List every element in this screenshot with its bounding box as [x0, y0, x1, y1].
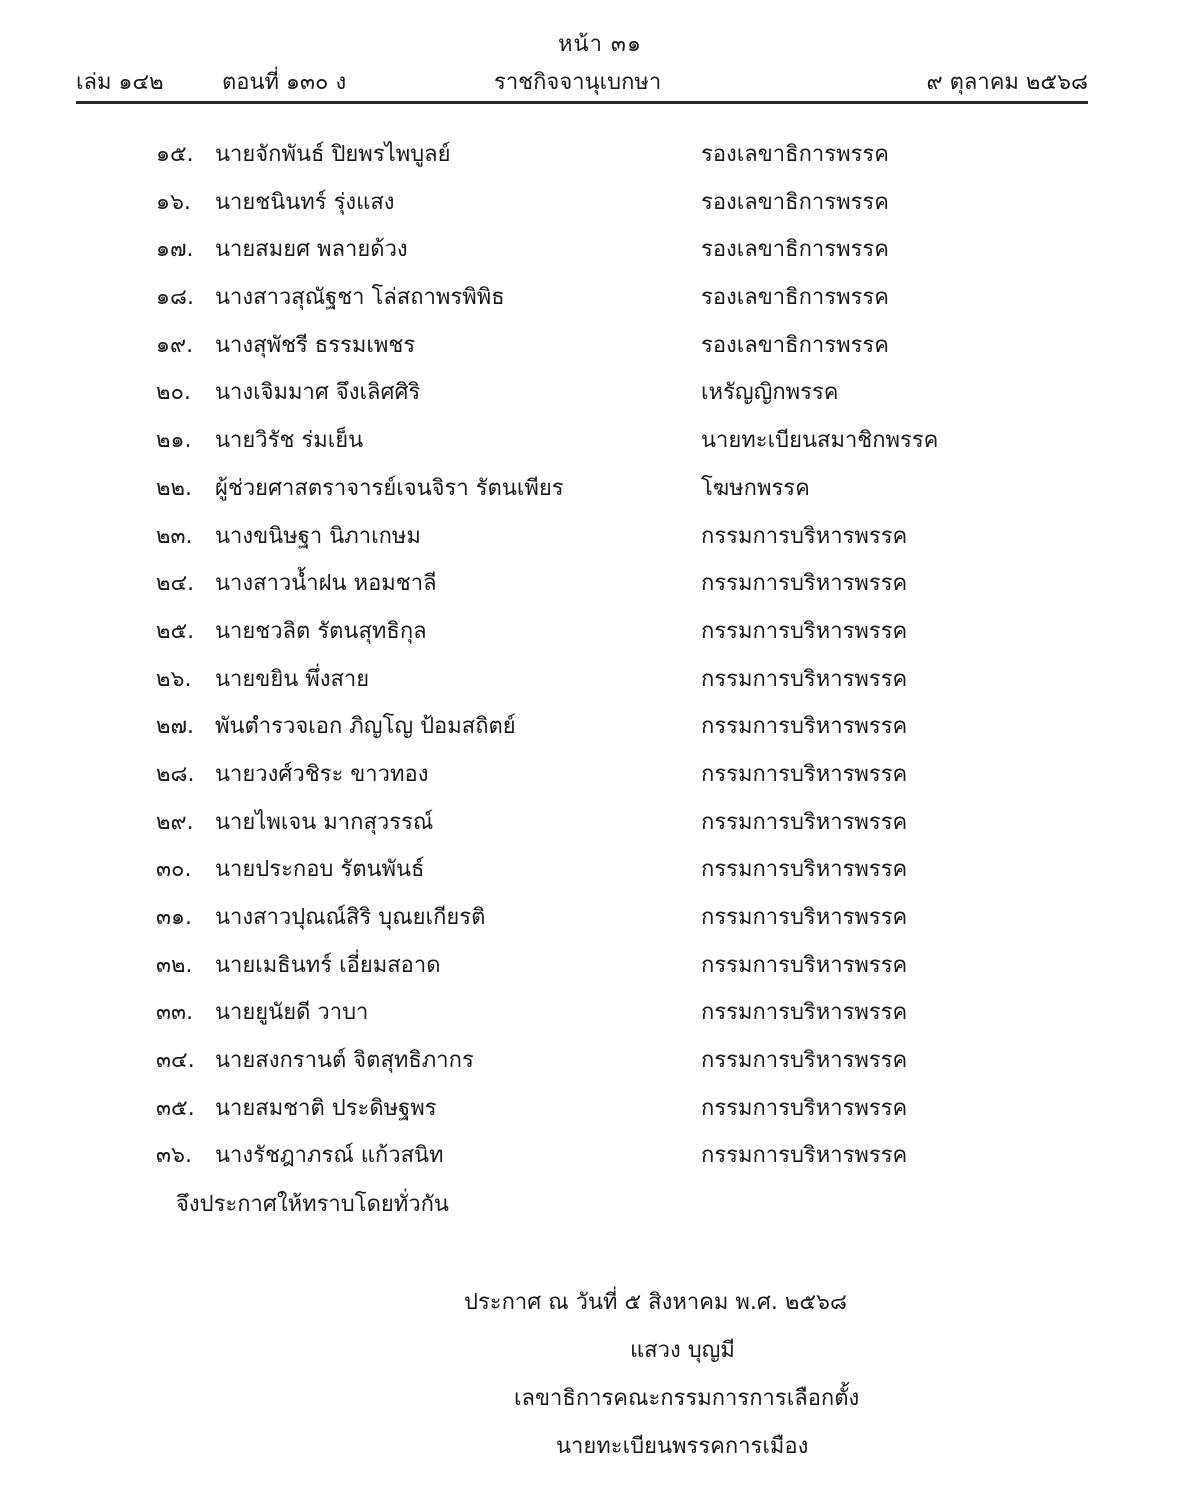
entry-role: โฆษกพรรค [701, 475, 810, 501]
entry-role: กรรมการบริหารพรรค [701, 1095, 908, 1121]
entry-number: ๒๘. [156, 761, 195, 787]
entry-role: รองเลขาธิการพรรค [701, 285, 889, 311]
closing-statement: จึงประกาศให้ทราบโดยทั่วกัน [176, 1192, 449, 1217]
entry-name: นางขนิษฐา นิภาเกษม [215, 523, 421, 549]
entry-role: เหรัญญิกพรรค [701, 380, 839, 406]
list-item [0, 514, 1200, 562]
signer-title: เลขาธิการคณะกรรมการการเลือกตั้ง [514, 1386, 860, 1411]
list-item [0, 1086, 1200, 1134]
list-item [0, 1038, 1200, 1086]
list-item [0, 657, 1200, 705]
entry-role: นายทะเบียนสมาชิกพรรค [701, 428, 939, 454]
list-item [0, 275, 1200, 323]
list-item [0, 943, 1200, 991]
entry-role: กรรมการบริหารพรรค [701, 761, 908, 787]
entry-name: พันตำรวจเอก ภิญโญ ป้อมสถิตย์ [215, 714, 516, 740]
list-item [0, 561, 1200, 609]
entry-name: นายยูนัยดี วาบา [215, 1000, 369, 1026]
entry-name: ผู้ช่วยศาสตราจารย์เจนจิรา รัตนเพียร [215, 475, 564, 501]
header-divider [76, 101, 1088, 104]
entry-role: รองเลขาธิการพรรค [701, 142, 889, 167]
entry-role: กรรมการบริหารพรรค [701, 618, 908, 644]
gazette-date: ๙ ตุลาคม ๒๕๖๘ [926, 70, 1088, 95]
entry-name: นายเมธินทร์ เอี่ยมสอาด [215, 952, 441, 978]
entry-name: นายวิรัช ร่มเย็น [215, 428, 364, 454]
entry-number: ๒๖. [156, 666, 192, 692]
signer-name: แสวง บุญมี [630, 1338, 735, 1363]
entry-name: นายจักพันธ์ ปิยพรไพบูลย์ [215, 142, 451, 167]
entry-number: ๓๓. [156, 1000, 194, 1026]
entry-number: ๑๙. [156, 332, 194, 358]
entry-number: ๒๒. [156, 475, 192, 501]
issue-label: ตอนที่ ๑๓๐ ง [222, 70, 347, 95]
entry-role: กรรมการบริหารพรรค [701, 952, 908, 978]
entry-role: กรรมการบริหารพรรค [701, 905, 908, 930]
entry-name: นายชวลิต รัตนสุทธิกุล [215, 618, 427, 644]
list-item [0, 180, 1200, 228]
signer-role: นายทะเบียนพรรคการเมือง [556, 1434, 809, 1459]
entry-number: ๑๖. [156, 189, 191, 215]
entry-number: ๒๙. [156, 809, 194, 835]
list-item [0, 132, 1200, 180]
entry-name: นางสาวน้ำฝน หอมชาลี [215, 571, 437, 597]
entry-number: ๒๐. [156, 380, 191, 406]
entry-role: กรรมการบริหารพรรค [701, 1143, 908, 1169]
gazette-header [76, 64, 1088, 96]
volume-label: เล่ม ๑๔๒ [76, 70, 164, 95]
entry-number: ๓๐. [156, 857, 192, 883]
list-item [0, 1133, 1200, 1181]
entry-role: รองเลขาธิการพรรค [701, 332, 889, 358]
entry-number: ๓๒. [156, 952, 193, 978]
entry-number: ๒๔. [156, 571, 195, 597]
entry-number: ๒๑. [156, 428, 192, 454]
entry-role: กรรมการบริหารพรรค [701, 1000, 908, 1026]
entry-name: นายไพเจน มากสุวรรณ์ [215, 809, 434, 835]
entry-number: ๑๕. [156, 142, 194, 167]
entry-name: นางรัชฎาภรณ์ แก้วสนิท [215, 1143, 444, 1169]
entry-name: นายวงศ์วชิระ ขาวทอง [215, 761, 429, 787]
list-item [0, 466, 1200, 514]
entry-name: นายสมยศ พลายด้วง [215, 237, 408, 263]
entry-role: กรรมการบริหารพรรค [701, 1048, 908, 1074]
list-item [0, 704, 1200, 752]
entry-number: ๓๖. [156, 1143, 192, 1169]
entry-number: ๓๔. [156, 1048, 195, 1074]
entry-name: นางสาวปุณณ์สิริ บุณยเกียรติ [215, 905, 486, 930]
entry-role: กรรมการบริหารพรรค [701, 666, 908, 692]
entry-name: นางเจิมมาศ จึงเลิศศิริ [215, 380, 421, 406]
entry-number: ๓๕. [156, 1095, 195, 1121]
entry-name: นายชนินทร์ รุ่งแสง [215, 189, 395, 215]
list-item [0, 990, 1200, 1038]
entry-name: นายประกอบ รัตนพันธ์ [215, 857, 425, 883]
list-item [0, 752, 1200, 800]
list-item [0, 323, 1200, 371]
list-item [0, 895, 1200, 943]
list-item [0, 609, 1200, 657]
entry-role: รองเลขาธิการพรรค [701, 237, 889, 263]
entry-name: นางสาวสุณัฐชา โล่สถาพรพิพิธ [215, 285, 505, 311]
entry-name: นายสงกรานต์ จิตสุทธิภากร [215, 1048, 474, 1074]
entry-role: กรรมการบริหารพรรค [701, 523, 908, 549]
member-list [0, 132, 1200, 1181]
entry-number: ๑๘. [156, 285, 194, 311]
entry-role: กรรมการบริหารพรรค [701, 857, 908, 883]
entry-name: นายสมชาติ ประดิษฐพร [215, 1095, 437, 1121]
entry-role: กรรมการบริหารพรรค [701, 714, 908, 740]
entry-number: ๑๗. [156, 237, 194, 263]
list-item [0, 418, 1200, 466]
list-item [0, 227, 1200, 275]
entry-number: ๒๗. [156, 714, 195, 740]
entry-number: ๒๕. [156, 618, 195, 644]
entry-name: นายขยิน พึ่งสาย [215, 666, 370, 692]
entry-role: กรรมการบริหารพรรค [701, 809, 908, 835]
entry-number: ๒๓. [156, 523, 193, 549]
page-number: หน้า ๓๑ [558, 32, 642, 57]
list-item [0, 800, 1200, 848]
entry-role: กรรมการบริหารพรรค [701, 571, 908, 597]
announcement-date: ประกาศ ณ วันที่ ๕ สิงหาคม พ.ศ. ๒๕๖๘ [464, 1290, 847, 1315]
list-item [0, 370, 1200, 418]
publication-title: ราชกิจจานุเบกษา [494, 70, 662, 95]
list-item [0, 847, 1200, 895]
entry-role: รองเลขาธิการพรรค [701, 189, 889, 215]
entry-name: นางสุพัชรี ธรรมเพชร [215, 332, 416, 358]
entry-number: ๓๑. [156, 905, 192, 930]
